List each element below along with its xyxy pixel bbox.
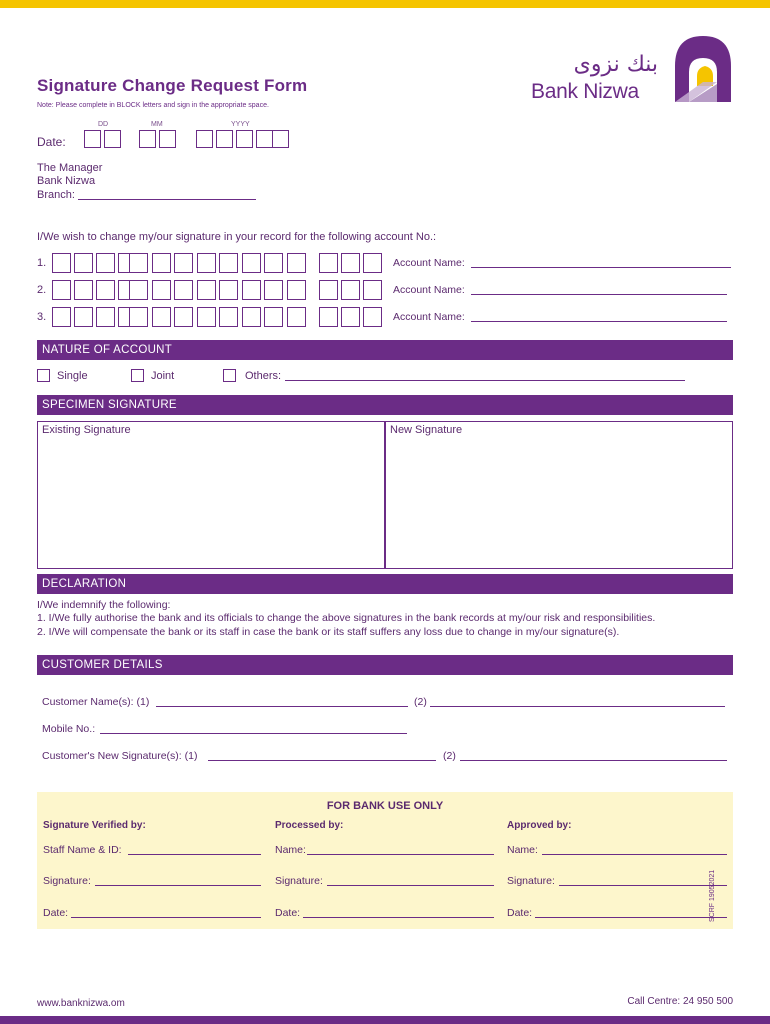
account-number-box[interactable] — [242, 307, 261, 327]
account-number-box[interactable] — [129, 280, 148, 300]
bank-use-panel — [37, 792, 733, 929]
account-name-field[interactable] — [471, 321, 727, 322]
date-label: Date: — [37, 135, 66, 149]
account-number-box[interactable] — [52, 307, 71, 327]
declaration-item-1: 1. I/We fully authorise the bank and its officials to change the above signatures in the bank records at my/our risk and responsibilities. — [37, 612, 656, 624]
processed-name-label: Name: — [275, 844, 306, 856]
approved-name-field[interactable] — [542, 854, 727, 855]
customer-name-label: Customer Name(s): (1) — [42, 696, 150, 708]
approver-date-field[interactable] — [535, 917, 727, 918]
footer-call-centre: Call Centre: 24 950 500 — [627, 996, 733, 1007]
mobile-label: Mobile No.: — [42, 723, 96, 735]
new-signature-2-label: (2) — [443, 750, 456, 762]
account-number-box[interactable] — [363, 280, 382, 300]
processor-date-label: Date: — [275, 907, 301, 919]
account-name-label: Account Name: — [393, 284, 465, 296]
account-number-box[interactable] — [129, 307, 148, 327]
page-title: Signature Change Request Form — [37, 76, 308, 95]
approver-signature-field[interactable] — [559, 885, 727, 886]
footer-website-link[interactable]: www.banknizwa.om — [37, 998, 125, 1009]
signature-verified-by-heading: Signature Verified by: — [43, 820, 146, 831]
approver-date-label: Date: — [507, 907, 533, 919]
date-yyyy-label: YYYY — [231, 121, 250, 128]
customer-name-1-field[interactable] — [156, 706, 408, 707]
date-mm-label: MM — [151, 121, 163, 128]
account-number-box[interactable] — [341, 280, 360, 300]
account-number-box[interactable] — [264, 280, 283, 300]
account-number-box[interactable] — [319, 307, 338, 327]
processor-date-field[interactable] — [303, 917, 494, 918]
branch-label: Branch: — [37, 189, 75, 201]
account-number-box[interactable] — [287, 307, 306, 327]
account-number-box[interactable] — [74, 253, 93, 273]
account-number-box[interactable] — [152, 253, 171, 273]
account-number-box[interactable] — [96, 280, 115, 300]
staff-name-id-field[interactable] — [128, 854, 261, 855]
processed-by-heading: Processed by: — [275, 820, 344, 831]
addressee-line1: The Manager — [37, 162, 103, 174]
account-number-box[interactable] — [174, 307, 193, 327]
verifier-date-label: Date: — [43, 907, 69, 919]
declaration-intro: I/We indemnify the following: — [37, 599, 171, 611]
customer-name-2-field[interactable] — [430, 706, 725, 707]
account-row-number: 2. — [37, 284, 47, 296]
account-number-box[interactable] — [152, 280, 171, 300]
existing-signature-box[interactable] — [37, 421, 385, 569]
single-label: Single — [57, 370, 88, 382]
others-checkbox[interactable] — [223, 369, 236, 382]
account-number-box[interactable] — [96, 307, 115, 327]
date-dd-label: DD — [98, 121, 109, 128]
account-number-box[interactable] — [264, 253, 283, 273]
date-box[interactable] — [196, 130, 213, 148]
account-number-box[interactable] — [319, 253, 338, 273]
account-number-box[interactable] — [197, 253, 216, 273]
account-number-box[interactable] — [341, 307, 360, 327]
accounts-intro: I/We wish to change my/our signature in your record for the following account No.: — [37, 231, 437, 243]
account-number-box[interactable] — [52, 280, 71, 300]
bank-use-heading: FOR BANK USE ONLY — [326, 800, 444, 812]
date-box[interactable] — [84, 130, 101, 148]
account-name-label: Account Name: — [393, 257, 465, 269]
verifier-date-field[interactable] — [71, 917, 261, 918]
processor-signature-label: Signature: — [275, 875, 323, 887]
processed-name-field[interactable] — [307, 854, 494, 855]
approved-name-label: Name: — [507, 844, 538, 856]
account-number-box[interactable] — [129, 253, 148, 273]
processor-signature-field[interactable] — [327, 885, 494, 886]
account-number-box[interactable] — [74, 280, 93, 300]
bank-nizwa-logo-icon — [673, 36, 733, 102]
new-signature-1-field[interactable] — [208, 760, 436, 761]
staff-name-id-label: Staff Name & ID: — [43, 844, 122, 856]
account-number-box[interactable] — [363, 307, 382, 327]
bottom-accent-bar — [0, 1016, 770, 1024]
account-number-box[interactable] — [219, 307, 238, 327]
new-signature-1-label: Customer's New Signature(s): (1) — [42, 750, 198, 762]
date-box[interactable] — [272, 130, 289, 148]
form-code: SCRF 19052021 — [709, 869, 716, 922]
top-accent-bar — [0, 0, 770, 8]
account-number-box[interactable] — [174, 253, 193, 273]
single-checkbox[interactable] — [37, 369, 50, 382]
joint-checkbox[interactable] — [131, 369, 144, 382]
others-field[interactable] — [285, 380, 685, 381]
date-box[interactable] — [159, 130, 176, 148]
mobile-field[interactable] — [100, 733, 407, 734]
nature-of-account-header: NATURE OF ACCOUNT — [37, 340, 733, 360]
date-box[interactable] — [256, 130, 273, 148]
date-box[interactable] — [216, 130, 233, 148]
specimen-signature-header: SPECIMEN SIGNATURE — [37, 395, 733, 415]
account-name-label: Account Name: — [393, 311, 465, 323]
account-number-box[interactable] — [219, 280, 238, 300]
logo-arabic-text: بنك نزوى — [573, 52, 658, 77]
verifier-signature-field[interactable] — [95, 885, 261, 886]
date-box[interactable] — [104, 130, 121, 148]
instruction-note: Note: Please complete in BLOCK letters and sign in the appropriate space. — [37, 102, 269, 109]
account-number-box[interactable] — [152, 307, 171, 327]
date-box[interactable] — [139, 130, 156, 148]
account-number-box[interactable] — [74, 307, 93, 327]
declaration-item-2: 2. I/We will compensate the bank or its staff in case the bank or its staff suffers any loss due to change in my/our signature(s). — [37, 626, 620, 638]
account-number-box[interactable] — [197, 280, 216, 300]
new-signature-2-field[interactable] — [460, 760, 727, 761]
account-number-box[interactable] — [287, 253, 306, 273]
declaration-header: DECLARATION — [37, 574, 733, 594]
joint-label: Joint — [151, 370, 175, 382]
customer-details-header: CUSTOMER DETAILS — [37, 655, 733, 675]
account-number-box[interactable] — [242, 280, 261, 300]
account-number-box[interactable] — [174, 280, 193, 300]
new-signature-box[interactable] — [385, 421, 733, 569]
customer-name-2-label: (2) — [414, 696, 427, 708]
account-number-box[interactable] — [197, 307, 216, 327]
account-row-number: 3. — [37, 311, 47, 323]
account-number-box[interactable] — [319, 280, 338, 300]
logo-english-text: Bank Nizwa — [531, 80, 639, 103]
approved-by-heading: Approved by: — [507, 820, 572, 831]
account-number-box[interactable] — [52, 253, 71, 273]
date-box[interactable] — [236, 130, 253, 148]
account-number-box[interactable] — [341, 253, 360, 273]
account-name-field[interactable] — [471, 294, 727, 295]
account-number-box[interactable] — [287, 280, 306, 300]
existing-signature-label: Existing Signature — [42, 424, 131, 436]
account-number-box[interactable] — [219, 253, 238, 273]
account-number-box[interactable] — [242, 253, 261, 273]
verifier-signature-label: Signature: — [43, 875, 91, 887]
new-signature-label: New Signature — [390, 424, 463, 436]
account-row-number: 1. — [37, 257, 47, 269]
others-label: Others: — [245, 370, 282, 382]
addressee-line2: Bank Nizwa — [37, 175, 96, 187]
account-number-box[interactable] — [363, 253, 382, 273]
account-number-box[interactable] — [264, 307, 283, 327]
approver-signature-label: Signature: — [507, 875, 555, 887]
account-number-box[interactable] — [96, 253, 115, 273]
account-name-field[interactable] — [471, 267, 731, 268]
branch-field[interactable] — [78, 199, 256, 200]
